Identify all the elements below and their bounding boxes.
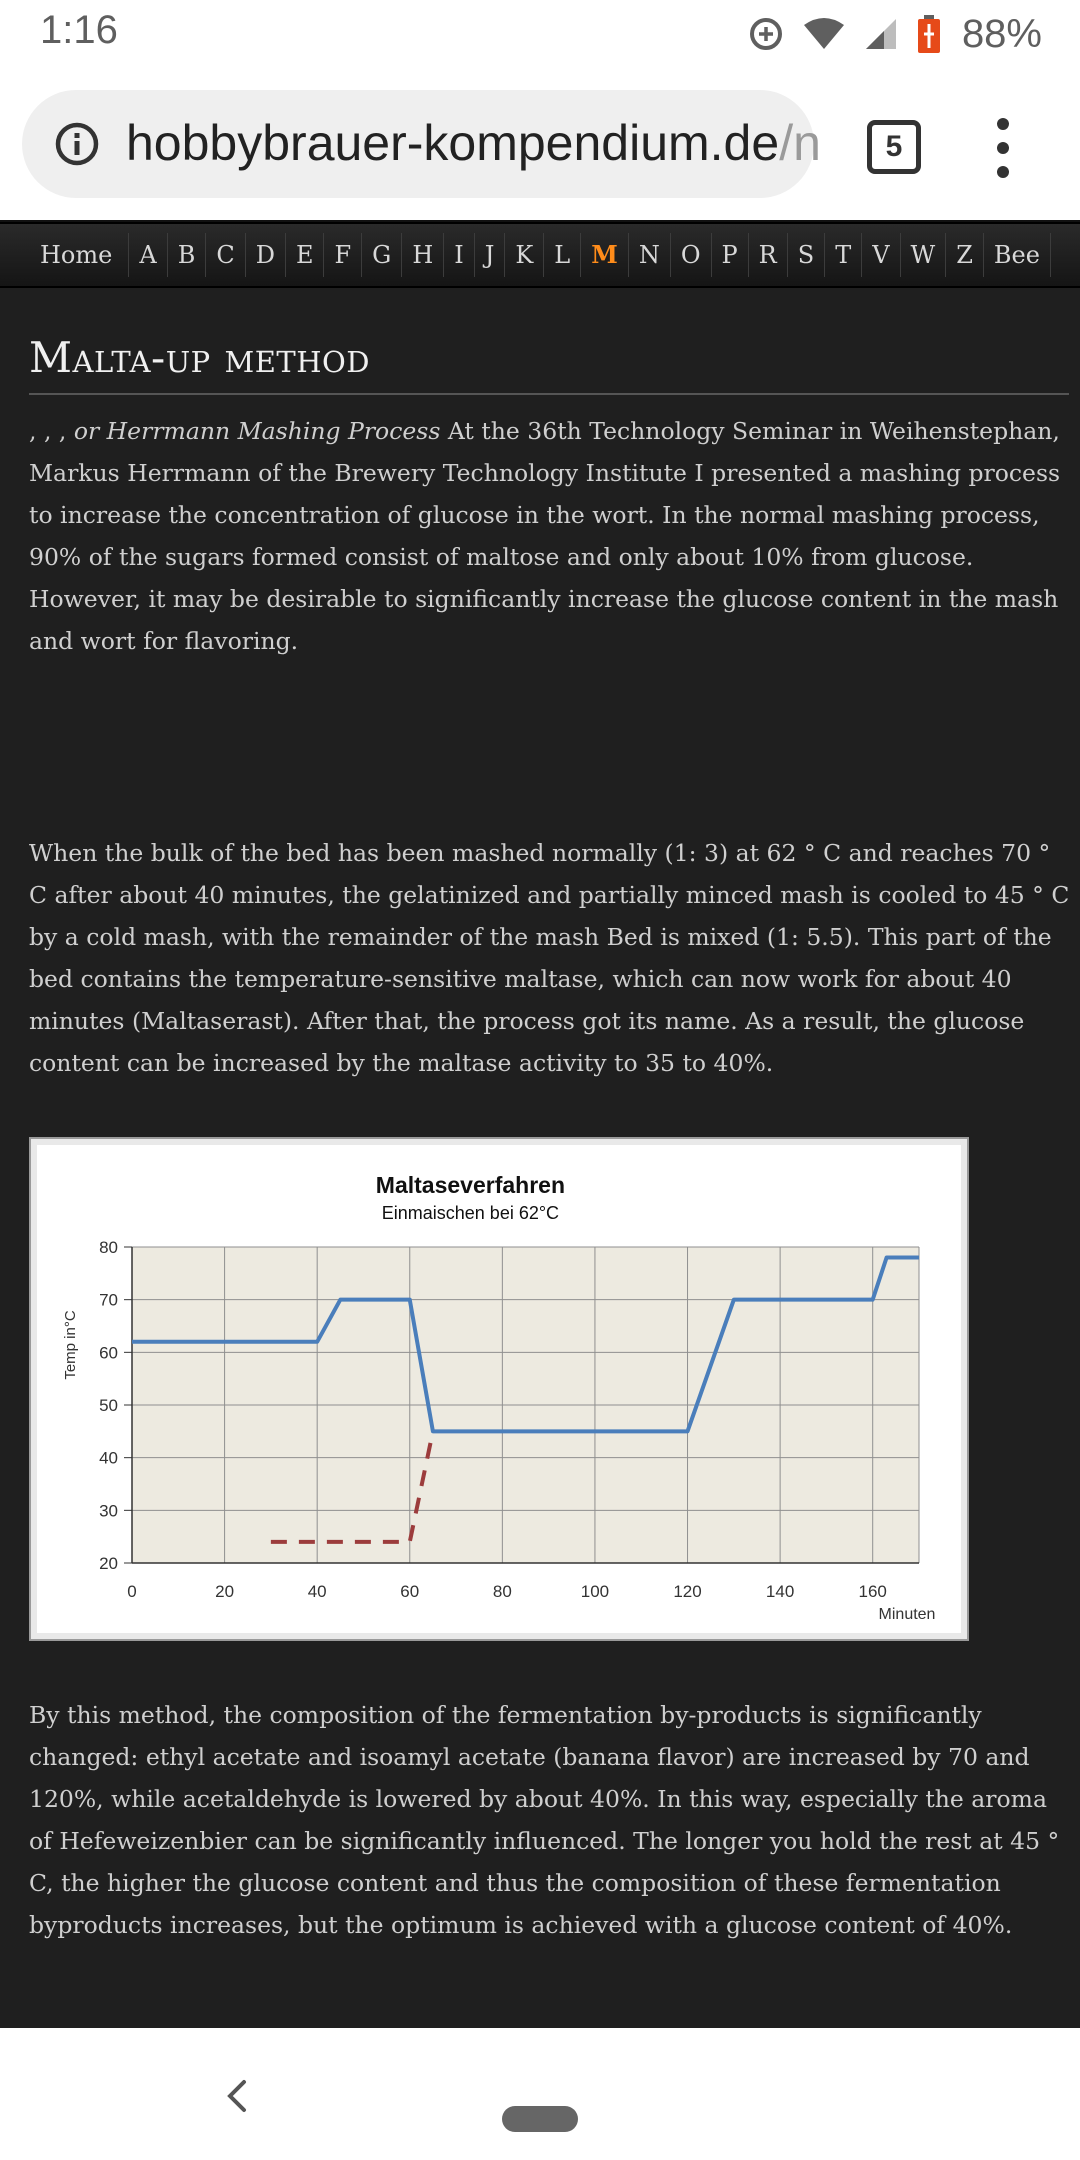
battery-charging-icon <box>916 14 942 54</box>
result-paragraph: By this method, the composition of the fermentation by-products is significantly changed: ethyl acetate and isoamyl acetate (banana flavor) are increased by 70 and 120%, while acetaldehyde is lowered by about 40%. In this way, especially the aroma of Hefeweizenbier can be significantly influenced. The longer you hold the rest at 45 ° C, the higher the glucose content and thus the composition of these fermentation byproducts increases, but the optimum is achieved with a glucose content of 40%. <box>29 1701 1060 1939</box>
nav-item-j[interactable]: J <box>475 233 506 277</box>
nav-item-g[interactable]: G <box>362 233 402 277</box>
system-navigation-bar <box>0 2028 1080 2160</box>
intro-paragraph <box>29 410 1074 662</box>
x-axis-label: Minuten <box>878 1606 936 1623</box>
status-bar <box>0 0 1080 68</box>
wifi-icon <box>802 17 846 51</box>
x-tick-label: 120 <box>673 1582 702 1601</box>
y-tick-label: 40 <box>99 1448 118 1468</box>
info-icon[interactable] <box>54 121 100 167</box>
nav-item-m[interactable]: M <box>581 233 629 277</box>
nav-item-r[interactable]: R <box>749 233 788 277</box>
nav-item-home[interactable]: Home <box>20 233 129 277</box>
nav-item-d[interactable]: D <box>246 233 286 277</box>
chart-title: Maltaseverfahren <box>375 1172 566 1198</box>
nav-item-e[interactable]: E <box>286 233 325 277</box>
maltase-chart <box>29 1137 969 1641</box>
overflow-menu-icon[interactable] <box>988 118 1018 178</box>
intro-text: At the 36th Technology Seminar in Weihenstephan, Markus Herrmann of the Brewery Technology Institute I presented a mashing process to increase the concentration of glucose in the wort. In the normal mashing process, 90% of the sugars formed consist of maltose and only about 10% from glucose. However, it may be desirable to significantly increase the glucose content in the mash and wort for flavoring. <box>29 417 1061 655</box>
nav-item-v[interactable]: V <box>862 233 900 277</box>
x-tick-label: 20 <box>215 1582 235 1601</box>
nav-item-f[interactable]: F <box>324 233 362 277</box>
alphabet-navigation <box>0 222 1080 288</box>
nav-item-bee[interactable]: Bee <box>984 233 1051 277</box>
tab-switcher-button[interactable]: 5 <box>867 120 921 174</box>
nav-item-w[interactable]: W <box>901 233 947 277</box>
status-icons <box>748 8 1042 60</box>
intro-italic: or Herrmann Mashing Process <box>73 417 441 445</box>
x-tick-label: 40 <box>307 1582 327 1601</box>
x-tick-label: 0 <box>127 1582 137 1601</box>
nav-item-z[interactable]: Z <box>946 233 984 277</box>
y-tick-label: 20 <box>99 1554 118 1573</box>
nav-item-l[interactable]: L <box>544 233 581 277</box>
x-tick-label: 140 <box>765 1582 795 1601</box>
nav-item-c[interactable]: C <box>206 233 245 277</box>
cell-signal-icon <box>864 17 898 51</box>
chart-svg <box>31 1139 967 1639</box>
nav-item-a[interactable]: A <box>129 233 167 277</box>
x-tick-label: 100 <box>580 1582 610 1601</box>
url-text[interactable] <box>126 114 821 172</box>
y-tick-label: 50 <box>99 1396 118 1415</box>
nav-item-t[interactable]: T <box>825 233 862 277</box>
x-tick-label: 160 <box>858 1582 887 1601</box>
process-paragraph: When the bulk of the bed has been mashed normally (1: 3) at 62 ° C and reaches 70 ° C after about 40 minutes, the gelatinized and partially minced mash is cooled to 45 ° C by a cold mash, with the remainder of the mash Bed is mixed (1: 5.5). This part of the bed contains the temperature-sensitive maltase, which can now work for about 40 minutes (Maltaserast). After that, the process got its name. As a result, the glucose content can be increased by the maltase activity to 35 to 40%. <box>29 839 1070 1077</box>
nav-item-o[interactable]: O <box>671 233 712 277</box>
page-title: Malta-up method <box>29 333 1069 395</box>
nav-item-k[interactable]: K <box>505 233 544 277</box>
address-bar[interactable] <box>22 90 821 198</box>
y-tick-label: 70 <box>99 1290 118 1310</box>
data-saver-icon <box>748 16 784 52</box>
nav-item-b[interactable]: B <box>168 233 207 277</box>
y-tick-label: 80 <box>99 1238 118 1257</box>
y-tick-label: 60 <box>99 1343 118 1363</box>
status-time: 1:16 <box>40 8 118 52</box>
nav-item-s[interactable]: S <box>788 233 825 277</box>
nav-item-p[interactable]: P <box>712 233 749 277</box>
back-icon[interactable] <box>222 2076 252 2116</box>
x-tick-label: 80 <box>492 1582 512 1601</box>
browser-toolbar <box>0 68 1080 224</box>
chart-subtitle: Einmaischen bei 62°C <box>381 1203 560 1223</box>
nav-item-i[interactable]: I <box>444 233 474 277</box>
intro-lead: , , , <box>29 417 74 445</box>
nav-item-h[interactable]: H <box>402 233 444 277</box>
y-tick-label: 30 <box>99 1501 118 1521</box>
y-axis-label: Temp in°C <box>62 1310 79 1380</box>
url-domain: hobbybrauer-kompendium.de <box>126 115 780 171</box>
x-tick-label: 60 <box>400 1582 420 1601</box>
url-path: /n <box>779 115 821 171</box>
battery-percent: 88% <box>961 11 1042 56</box>
nav-item-n[interactable]: N <box>629 233 671 277</box>
home-button[interactable] <box>502 2106 578 2132</box>
